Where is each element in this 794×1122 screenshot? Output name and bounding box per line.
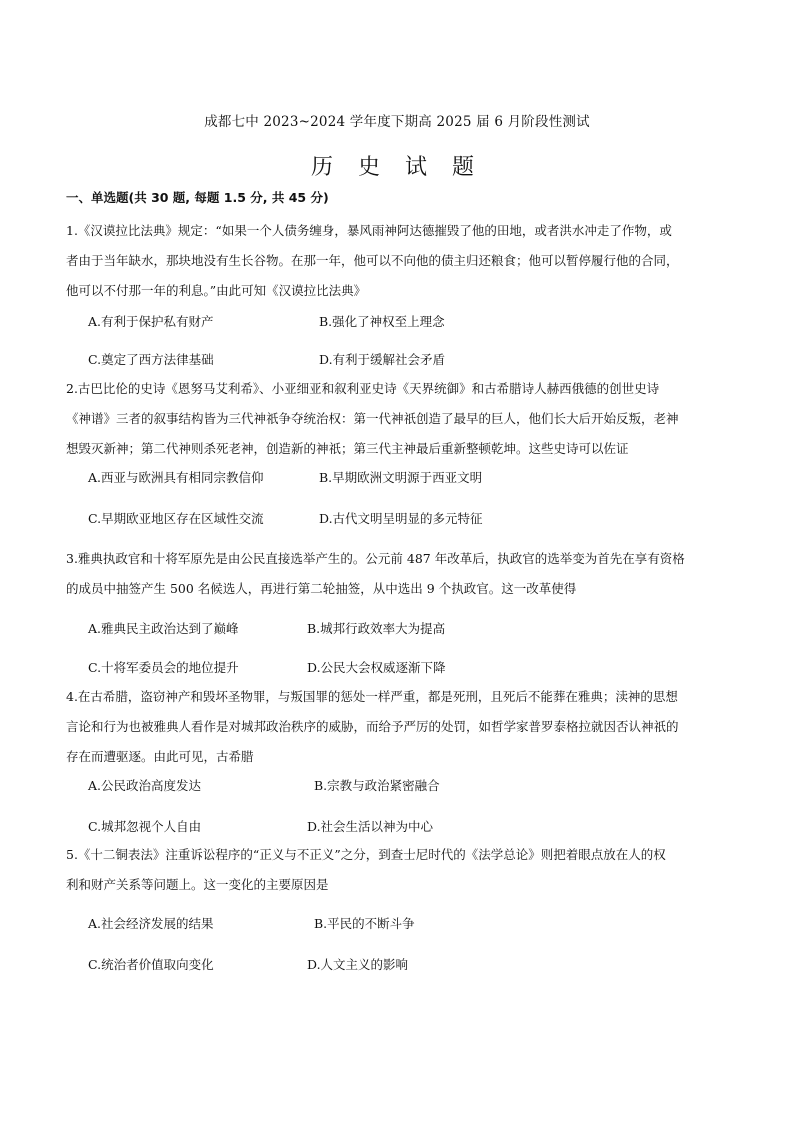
option-c: C.奠定了西方法律基础 <box>88 352 214 367</box>
question-line: 存在而遭驱逐。由此可见，古希腊 <box>66 749 254 764</box>
question-4 <box>66 682 726 772</box>
option-b: B.强化了神权至上理念 <box>319 314 445 329</box>
option-b: B.早期欧洲文明源于西亚文明 <box>319 470 483 485</box>
option-c: C.早期欧亚地区存在区域性交流 <box>88 511 264 526</box>
option-b: B.宗教与政治紧密融合 <box>314 778 440 793</box>
option-a: A.雅典民主政治达到了巅峰 <box>88 621 239 636</box>
option-d: D.社会生活以神为中心 <box>307 819 434 834</box>
option-b: B.平民的不断斗争 <box>314 916 415 931</box>
option-d: D.公民大会权威逐渐下降 <box>307 660 446 675</box>
option-a: A.西亚与欧洲具有相同宗教信仰 <box>88 470 264 485</box>
section-heading: 一、单选题(共 30 题, 每题 1.5 分, 共 45 分) <box>66 190 329 205</box>
question-line: 想毁灭新神；第二代神则杀死老神，创造新的神祇；第三代主神最后重新整顿乾坤。这些史诗可以佐证 <box>66 441 629 456</box>
option-d: D.古代文明呈明显的多元特征 <box>319 511 483 526</box>
option-a: A.有利于保护私有财产 <box>88 314 214 329</box>
question-line: 言论和行为也被雅典人看作是对城邦政治秩序的威胁，而给予严厉的处罚，如哲学家普罗泰格拉就因否认神祇的 <box>66 719 679 734</box>
question-line: 他可以不付那一年的利息。”由此可知《汉谟拉比法典》 <box>66 283 367 298</box>
question-line: 者由于当年缺水，那块地没有生长谷物。在那一年，他可以不向他的债主归还粮食；他可以暂停履行他的合同， <box>66 253 679 268</box>
question-2 <box>66 374 726 464</box>
question-1 <box>66 216 726 306</box>
option-c: C.统治者价值取向变化 <box>88 957 214 972</box>
exam-header: 成都七中 2023~2024 学年度下期高 2025 届 6 月阶段性测试 <box>204 114 590 130</box>
question-line: 的成员中抽签产生 500 名候选人，再进行第二轮抽签，从中选出 9 个执政官。这一改革使得 <box>66 581 577 596</box>
page-title: 历 史 试 题 <box>311 155 483 180</box>
question-line: 《神谱》三者的叙事结构皆为三代神祇争夺统治权：第一代神祇创造了最早的巨人，他们长大后开始反叛，老神 <box>66 411 679 426</box>
question-line: 4.在古希腊，盗窃神产和毁坏圣物罪，与叛国罪的惩处一样严重，都是死刑，且死后不能葬在雅典；渎神的思想 <box>66 689 678 704</box>
question-line: 1.《汉谟拉比法典》规定：“如果一个人债务缠身，暴风雨神阿达德摧毁了他的田地，或者洪水冲走了作物，或 <box>66 223 672 238</box>
option-c: C.城邦忽视个人自由 <box>88 819 202 834</box>
question-line: 5.《十二铜表法》注重诉讼程序的“正义与不正义”之分，到查士尼时代的《法学总论》则把着眼点放在人的权 <box>66 847 666 862</box>
question-3 <box>66 544 726 604</box>
option-a: A.社会经济发展的结果 <box>88 916 214 931</box>
option-a: A.公民政治高度发达 <box>88 778 202 793</box>
question-line: 3.雅典执政官和十将军原先是由公民直接选举产生的。公元前 487 年改革后，执政官的选举变为首先在享有资格 <box>66 551 685 566</box>
question-line: 2.古巴比伦的史诗《恩努马艾利希》、小亚细亚和叙利亚史诗《天界统御》和古希腊诗人赫西俄德的创世史诗 <box>66 381 660 396</box>
option-d: D.人文主义的影响 <box>307 957 409 972</box>
option-d: D.有利于缓解社会矛盾 <box>319 352 446 367</box>
option-b: B.城邦行政效率大为提高 <box>307 621 446 636</box>
option-c: C.十将军委员会的地位提升 <box>88 660 239 675</box>
question-5 <box>66 840 726 900</box>
question-line: 利和财产关系等问题上。这一变化的主要原因是 <box>66 877 329 892</box>
